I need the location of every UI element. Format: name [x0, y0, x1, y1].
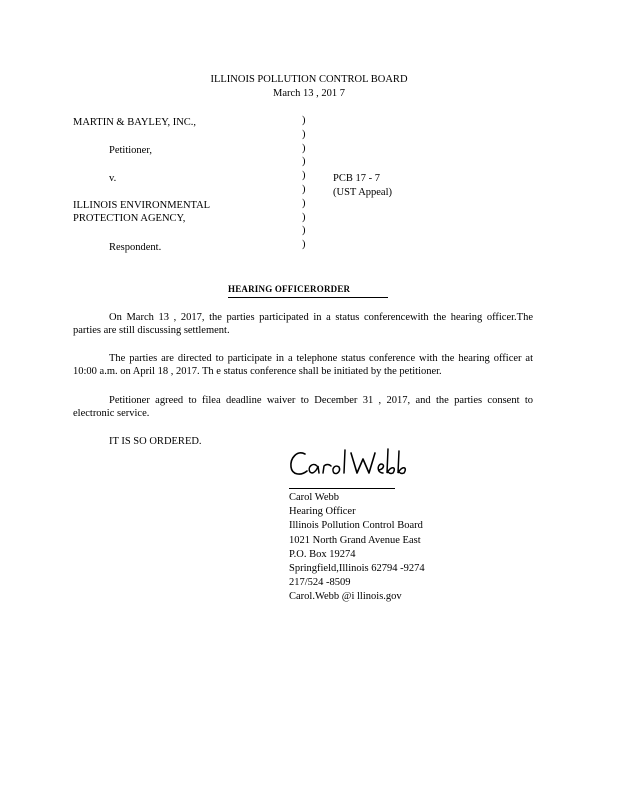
- caption-paren: ): [302, 115, 306, 126]
- caption-paren: ): [302, 211, 306, 223]
- so-ordered-text: IT IS SO ORDERED.: [109, 436, 202, 447]
- handwritten-signature: [287, 446, 417, 482]
- caption-paren: ): [302, 142, 306, 154]
- caption-paren: ): [302, 128, 306, 140]
- signer-phone: 217/524 -8509: [289, 577, 351, 589]
- caption-paren: ): [302, 170, 306, 182]
- versus-label: v.: [109, 173, 117, 184]
- case-type: (UST Appeal): [333, 187, 393, 198]
- caption-paren: ): [302, 225, 306, 237]
- signer-street-address: 1021 North Grand Avenue East: [289, 534, 421, 546]
- signature-line: [289, 488, 395, 489]
- order-paragraph-2: The parties are directed to participate in a telephone status conference with the hearing officer at 10:00 a.m. on April 18 , 2017. Th e status conference shall be initiated by the petitioner.: [73, 353, 533, 377]
- order-paragraph-1: On March 13 , 2017, the parties participated in a status conferencewith the hearing officer.The parties are still discussing settlement.: [73, 312, 533, 336]
- caption-paren: ): [302, 183, 306, 195]
- respondent-name-line1: ILLINOIS ENVIRONMENTAL: [73, 200, 211, 211]
- caption-paren: ): [302, 239, 306, 251]
- order-date: March 13 , 201 7: [272, 88, 346, 99]
- signer-po-box: P.O. Box 19274: [289, 548, 356, 560]
- agency-title: ILLINOIS POLLUTION CONTROL BOARD: [210, 74, 408, 85]
- signer-city-state-zip: Springfield,Illinois 62794 -9274: [289, 562, 425, 574]
- respondent-name-line2: PROTECTION AGENCY,: [73, 213, 186, 224]
- petitioner-label: Petitioner,: [109, 145, 153, 156]
- caption-paren: ): [302, 156, 306, 168]
- signer-name: Carol Webb: [289, 492, 339, 503]
- signature-block: [289, 491, 425, 605]
- order-paragraph-3: Petitioner agreed to filea deadline waiver to December 31 , 2017, and the parties consent to electronic service.: [73, 395, 533, 419]
- petitioner-name: MARTIN & BAYLEY, INC.,: [73, 117, 197, 128]
- caption-paren: ): [302, 197, 306, 209]
- hearing-officer-order-title: HEARING OFFICERORDER: [228, 283, 388, 298]
- signer-email: Carol.Webb @i llinois.gov: [289, 591, 402, 603]
- caption-parentheses: [302, 114, 310, 252]
- signer-organization: Illinois Pollution Control Board: [289, 520, 423, 532]
- signer-title: Hearing Officer: [289, 506, 356, 518]
- respondent-label: Respondent.: [109, 242, 162, 253]
- case-number: PCB 17 - 7: [333, 173, 380, 184]
